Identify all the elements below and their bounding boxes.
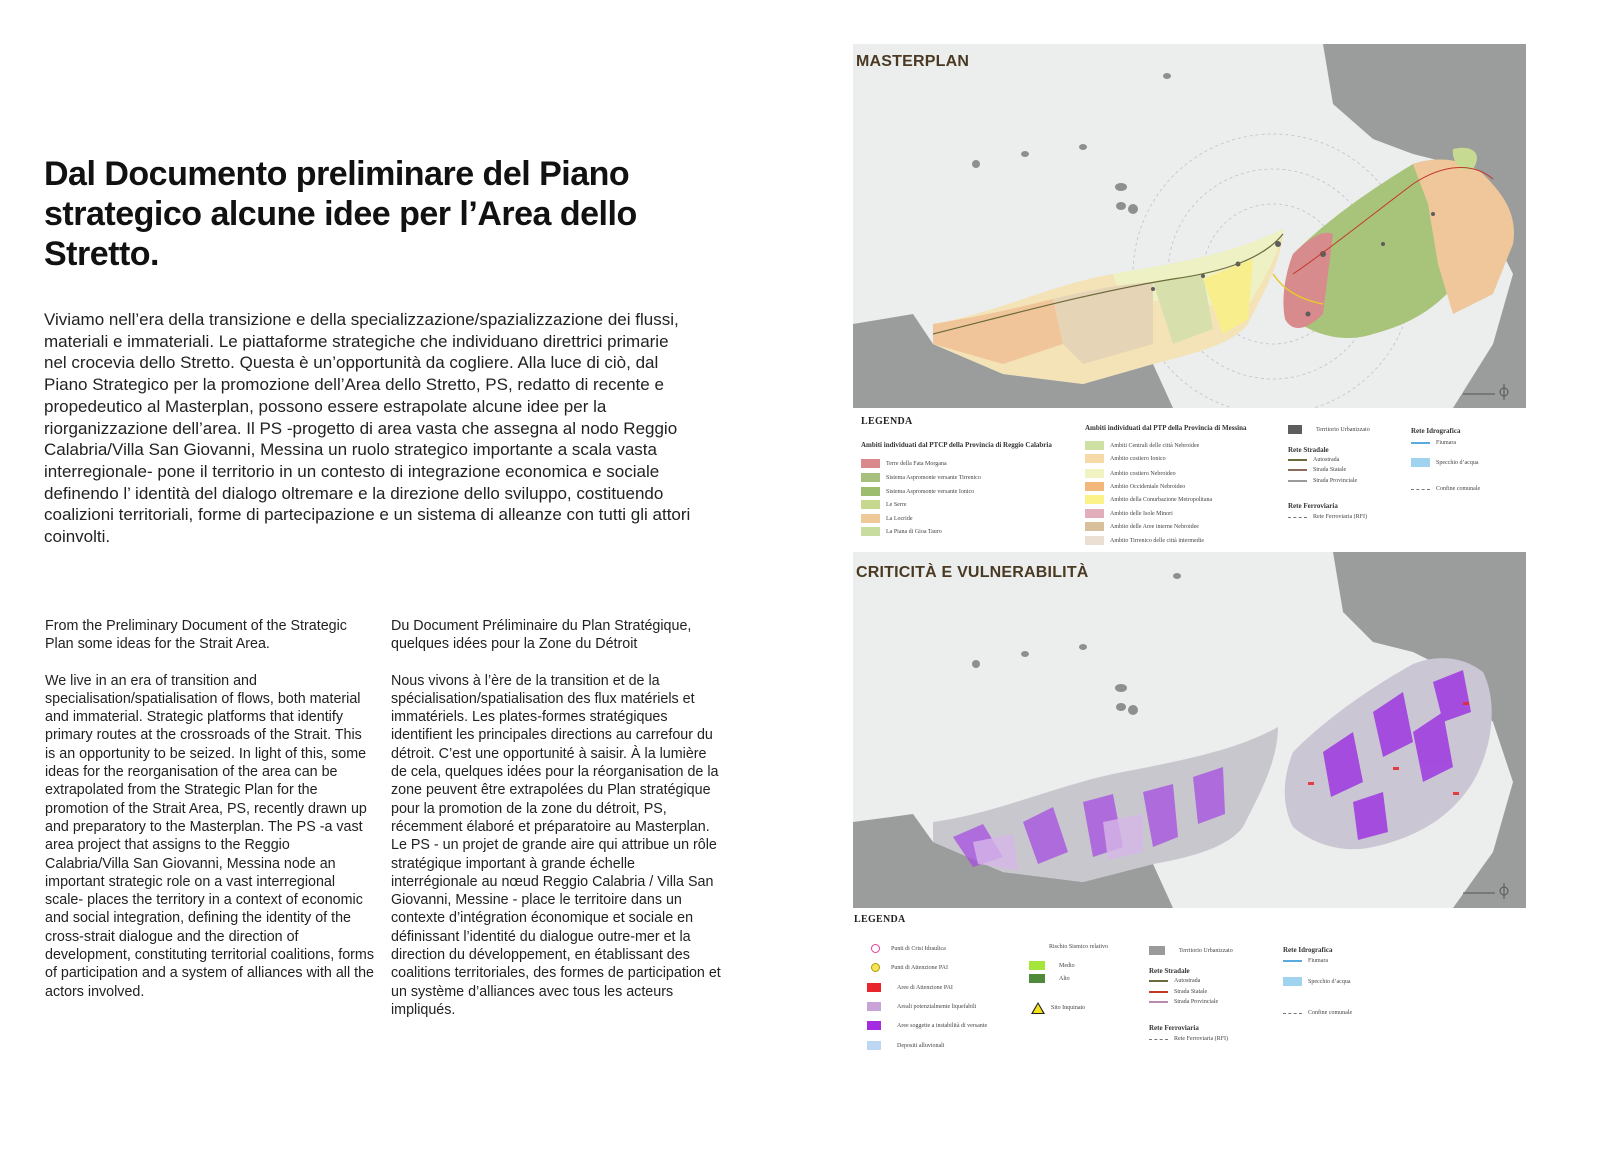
legend-line: [1288, 469, 1307, 471]
legend-swatch: [1149, 946, 1165, 955]
legend-swatch: [861, 514, 880, 523]
legend-swatch: [861, 473, 880, 482]
legend-item: Fiumara: [1283, 958, 1328, 964]
legend-swatch: [861, 487, 880, 496]
legend-item: Punti di Attenzione PAI: [867, 963, 948, 972]
legend-line: [1288, 459, 1307, 461]
criticita-title: CRITICITÀ E VULNERABILITÀ: [856, 564, 1089, 581]
legend-item: Rete Ferroviaria (RFI): [1288, 514, 1367, 520]
legend-line: [1283, 960, 1302, 962]
legend-line: [1149, 980, 1168, 982]
legend-item: Confine comunale: [1411, 486, 1480, 492]
legend-item: Aree di Attenzione PAI: [867, 983, 953, 992]
legend-item: Ambito Occidentale Nebroideo: [1085, 482, 1185, 491]
english-body: We live in an era of transition and specialisation/spatialisation of flows, both material and immaterial. Strategic platforms that identify primary routes at the crossroads of the Strait. This is an opportunity to be seized. In light of this, some ideas for the reorganisation of the area can be extrapolated from the Strategic Plan for the promotion of the Strait Area, PS, recently drawn up and preparatory to the Masterplan. The PS -a vast area project that assigns to the Reggio Calabria/Villa San Giovanni, Messina node an important strategic role on a vast interregional scale- places the territory in a context of economic and social integration, defining the identity of the cross-strait dialogue and the direction of development, constituting territorial coalitions, forms of participation and a system of alliances with all the actors involved.: [45, 672, 375, 1000]
legend-swatch: [861, 527, 880, 536]
legend-line: [1288, 480, 1307, 482]
legend-swatch: [861, 459, 880, 468]
legend-item: Confine comunale: [1283, 1010, 1352, 1016]
legend-item: Aree soggette a instabilità di versante: [867, 1021, 987, 1030]
legend-dash: [1283, 1013, 1302, 1014]
legend-item: Areali potenzialmente liquefabili: [867, 1002, 976, 1011]
warning-triangle-icon: [1031, 1002, 1045, 1014]
legend-heading-hydro: Rete Idrografica: [1283, 946, 1333, 954]
legend-item: Ambito costiero Nebroideo: [1085, 469, 1176, 478]
legend-swatch: [1085, 522, 1104, 531]
legend-marker: [871, 963, 880, 972]
legend-item: Ambiti Centrali delle città Nebroidee: [1085, 441, 1199, 450]
legend-swatch: [1085, 454, 1104, 463]
criticita-map-image: [853, 552, 1526, 908]
legend-swatch: [1288, 425, 1302, 434]
legend-heading-hydro: Rete Idrografica: [1411, 427, 1461, 435]
legend-item: Medio: [1029, 961, 1075, 970]
legend-item: Ambito costiero Ionico: [1085, 454, 1166, 463]
legend-line: [1411, 442, 1430, 444]
legend-item-polluted: Sito Inquinato: [1031, 1002, 1085, 1014]
page-title: Dal Documento preliminare del Piano strategico alcune idee per l’Area dello Stretto.: [44, 155, 637, 273]
legend-title: LEGENDA: [854, 914, 906, 925]
legend-item-urban: Territorio Urbanizzato: [1149, 946, 1233, 955]
legend-swatch: [1085, 469, 1104, 478]
intro-paragraph-it: Viviamo nell’era della transizione e della specializzazione/spazializzazione dei flussi, materiali e immateriali. Le piattaforme strategiche che individuano direttrici primarie nel crocevia dello Stretto. Questa è un’opportunità da cogliere. Alla luce di ciò, dal Piano Strategico per la promozione dell’Area dello Stretto, PS, redatto di recente e propedeutico al Masterplan, possono essere estrapolate alcune idee per la riorganizzazione dell’area. Il PS -progetto di area vasta che assegna al nodo Reggio Calabria/Villa San Giovanni, Messina un ruolo strategico importante a scala vasta interregionale- pone il territorio in un contesto di integrazione economica e sociale definendo l’ identità del dialogo oltremare e la direzione dello sviluppo, costituendo coalizioni territoriali, forme di partecipazione e un sistema di alleanze con tutti gli attori coinvolti.: [44, 310, 691, 547]
legend-item: Strada Statale: [1149, 989, 1207, 995]
legend-item: Strada Provinciale: [1149, 999, 1218, 1005]
legend-swatch: [867, 1041, 881, 1050]
legend-heading-rail: Rete Ferroviaria: [1149, 1024, 1199, 1032]
criticita-legend: [853, 910, 1526, 1050]
legend-swatch: [1411, 458, 1430, 467]
legend-swatch: [1029, 961, 1045, 970]
legend-dash: [1288, 517, 1307, 518]
french-heading: Du Document Préliminaire du Plan Stratégique, quelques idées pour la Zone du Détroit: [391, 618, 692, 653]
legend-swatch: [867, 1002, 881, 1011]
legend-item: Punti di Crisi Idraulica: [867, 944, 946, 953]
legend-item: Alto: [1029, 974, 1070, 983]
legend-swatch: [1085, 536, 1104, 545]
legend-item: Ambito della Conurbazione Metropolitana: [1085, 495, 1212, 504]
legend-dash: [1411, 489, 1430, 490]
legend-item: La Locride: [861, 514, 912, 523]
english-heading: From the Preliminary Document of the Strategic Plan some ideas for the Strait Area.: [45, 618, 347, 653]
legend-item: Le Serre: [861, 500, 907, 509]
legend-dash: [1149, 1039, 1168, 1040]
criticita-map: [853, 552, 1526, 908]
legend-item: Sistema Aspromonte versante Ionico: [861, 487, 974, 496]
french-body: Nous vivons à l’ère de la transition et de la spécialisation/spatialisation des flux matériels et immatériels. Les plates-formes stratégiques identifient les principales directions au carrefour du détroit. C’est une opportunité à saisir. À la lumière de cela, quelques idées pour la réorganisation de la zone peuvent être extrapolées du Plan stratégique pour la promotion de la zone du détroit, PS, récemment élaboré et préparatoire au Masterplan. Le PS - un projet de grande aire qui attribue un rôle stratégique important à grande échelle interrégionale au nœud Reggio Calabria / Villa San Giovanni, Messine - place le territoire dans un contexte d’intégration économique et sociale en définissant l’identité du dialogue outre-mer et la direction du développement, en établissant des coalitions territoriales, des formes de participation et un système d’alliances avec tous les acteurs impliqués.: [391, 672, 721, 1018]
legend-item: Ambito Tirrenico delle città intermedie: [1085, 536, 1204, 545]
legend-item: Strada Statale: [1288, 467, 1346, 473]
legend-item: Rete Ferroviaria (RFI): [1149, 1036, 1228, 1042]
legend-item: Autostrada: [1149, 978, 1200, 984]
legend-item: Terre della Fata Morgana: [861, 459, 947, 468]
legend-title: LEGENDA: [861, 416, 913, 427]
legend-item: Depositi alluvionali: [867, 1041, 945, 1050]
english-column: [45, 617, 375, 1001]
legend-item: La Piana di Gioa Tauro: [861, 527, 942, 536]
masterplan-map: [853, 44, 1526, 408]
masterplan-map-image: [853, 44, 1526, 408]
legend-heading-me: Ambiti individuati dal PTP della Provincia di Messina: [1085, 424, 1247, 432]
legend-swatch: [1085, 441, 1104, 450]
legend-item-urban: Territorio Urbanizzato: [1288, 425, 1370, 434]
legend-swatch: [867, 983, 881, 992]
legend-item: Ambito delle Isole Minori: [1085, 509, 1173, 518]
legend-swatch: [861, 500, 880, 509]
legend-swatch: [1029, 974, 1045, 983]
legend-swatch: [1085, 495, 1104, 504]
legend-item: Fiumara: [1411, 440, 1456, 446]
legend-line: [1149, 1001, 1168, 1003]
legend-heading-roads: Rete Stradale: [1149, 967, 1190, 975]
legend-item: Sistema Aspromonte versante Tirrenico: [861, 473, 981, 482]
legend-swatch: [867, 1021, 881, 1030]
legend-marker: [871, 944, 880, 953]
legend-swatch: [1085, 509, 1104, 518]
legend-line: [1149, 991, 1168, 993]
legend-heading-roads: Rete Stradale: [1288, 446, 1329, 454]
legend-item: Autostrada: [1288, 457, 1339, 463]
legend-item: Specchio d’acqua: [1283, 977, 1350, 986]
legend-item: Ambito delle Aree interne Nebroidee: [1085, 522, 1199, 531]
legend-swatch: [1085, 482, 1104, 491]
legend-item: Specchio d’acqua: [1411, 458, 1478, 467]
legend-item: Strada Provinciale: [1288, 478, 1357, 484]
masterplan-legend: [853, 410, 1526, 548]
french-column: [391, 617, 721, 1019]
legend-heading-rc: Ambiti individuati dal PTCP della Provincia di Reggio Calabria: [861, 441, 1052, 449]
legend-swatch: [1283, 977, 1302, 986]
masterplan-title: MASTERPLAN: [856, 53, 970, 70]
legend-heading-seismic: Rischio Sismico relativo: [1049, 944, 1108, 950]
legend-heading-rail: Rete Ferroviaria: [1288, 502, 1338, 510]
